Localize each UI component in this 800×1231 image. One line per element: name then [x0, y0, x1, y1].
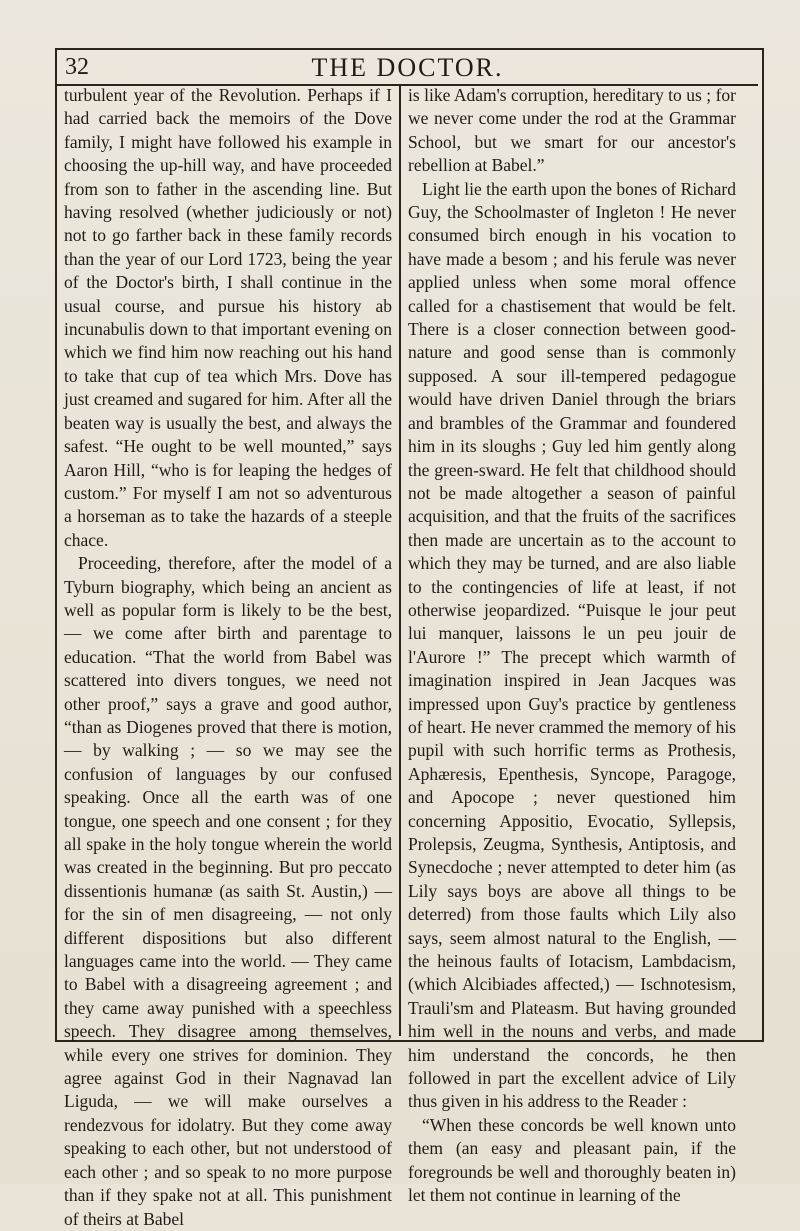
right-paragraph-1: is like Adam's corruption, hereditary to us ; for we never come under the rod at the Grammar School, but we smart for our ancestor's rebellion at Babel.”	[408, 85, 736, 176]
left-paragraph-1: turbulent year of the Revolution. Perhaps if I had carried back the memoirs of the Dove family, I might have followed his example in choosing the up-hill way, and have proceeded from son to father in the ascending line. But having resolved (whether judiciously or not) not to go farther back in these family records than the year of our Lord 1723, being the year of the Doctor's birth, I shall continue in the usual course, and pursue his history ab incunabulis down to that important evening on which we find him now reaching out his hand to take that cup of tea which Mrs. Dove has just creamed and sugared for him. After all the beaten way is usually the best, and always the safest. “He ought to be well mounted,” says Aaron Hill, “who is for leaping the hedges of custom.” For myself I am not so adventurous a horseman as to take the hazards of a steeple chace.	[64, 85, 392, 550]
left-paragraph-2: Proceeding, therefore, after the model of a Tyburn biography, which being an ancient as well as popular form is likely to be the best, — we come after birth and parentage to education. “That the world from Babel was scattered into divers tongues, we need not other proof,” says a grave and good author, “than as Diogenes proved that there is motion, — by walking ; — so we may see the confusion of languages by our confused speaking. Once all the earth was of one tongue, one speech and one consent ; for they all spake in the holy tongue wherein the world was created in the beginning. But pro peccato dissentionis humanæ (as saith St. Austin,) — for the sin of men disagreeing, — not only different dispositions but also different languages came into the world. — They came to Babel with a disagreeing agreement ; and they came away punished with a speechless speech. They disagree among themselves, while every one strives for dominion. They agree against God in their Nagnavad lan Liguda, — we will make ourselves a rendezvous for idolatry. But they come away speaking to each other, but not understood of each other ; and so speak to no more purpose than if they spake not at all. This punishment of theirs at Babel	[64, 553, 392, 1229]
page-number: 32	[65, 54, 89, 80]
right-paragraph-3: “When these concords be well known unto them (an easy and pleasant pain, if the foregrounds be well and thoroughly beaten in) let them not continue in learning of the	[408, 1114, 736, 1206]
left-column	[64, 84, 392, 1229]
column-divider	[399, 84, 401, 1036]
page-header	[57, 50, 758, 86]
right-column	[408, 84, 736, 1206]
right-paragraph-2: Light lie the earth upon the bones of Richard Guy, the Schoolmaster of Ingleton ! He never consumed birch enough in his vocation to have made a besom ; and his ferule was never applied unless when some moral offence called for a chastisement that would be felt. There is a closer connection between good-nature and good sense than is commonly supposed. A sour ill-tempered pedagogue would have driven Daniel through the briars and brambles of the Grammar and foundered him in its sloughs ; Guy led him gently along the green-sward. He felt that childhood should not be made altogether a season of painful acquisition, and that the fruits of the sacrifices then made are uncertain as to the account to which they may be turned, and are also liable to the contingencies of life at least, if not otherwise jeopardized. “Puisque le jour peut lui manquer, laissons le un peu jouir de l'Aurore !” The precept which warmth of imagination inspired in Jean Jacques was impressed upon Guy's practice by gentleness of heart. He never crammed the memory of his pupil with such horrific terms as Prothesis, Aphæresis, Epenthesis, Syncope, Paragoge, and Apocope ; never questioned him concerning Appositio, Evocatio, Syllepsis, Prolepsis, Zeugma, Synthesis, Antiptosis, and Synecdoche ; never attempted to deter him (as Lily says boys are above all things to be deterred) from those faults which Lily also says, seem almost natural to the English, — the heinous faults of Iotacism, Lambdacism, (which Alcibiades affected,) — Ischnotesism, Trauli'sm and Plateasm. But having grounded him well in the nouns and verbs, and made him understand the concords, he then followed in part the excellent advice of Lily thus given in his address to the Reader :	[408, 178, 736, 1112]
running-head: THE DOCTOR.	[311, 53, 504, 82]
